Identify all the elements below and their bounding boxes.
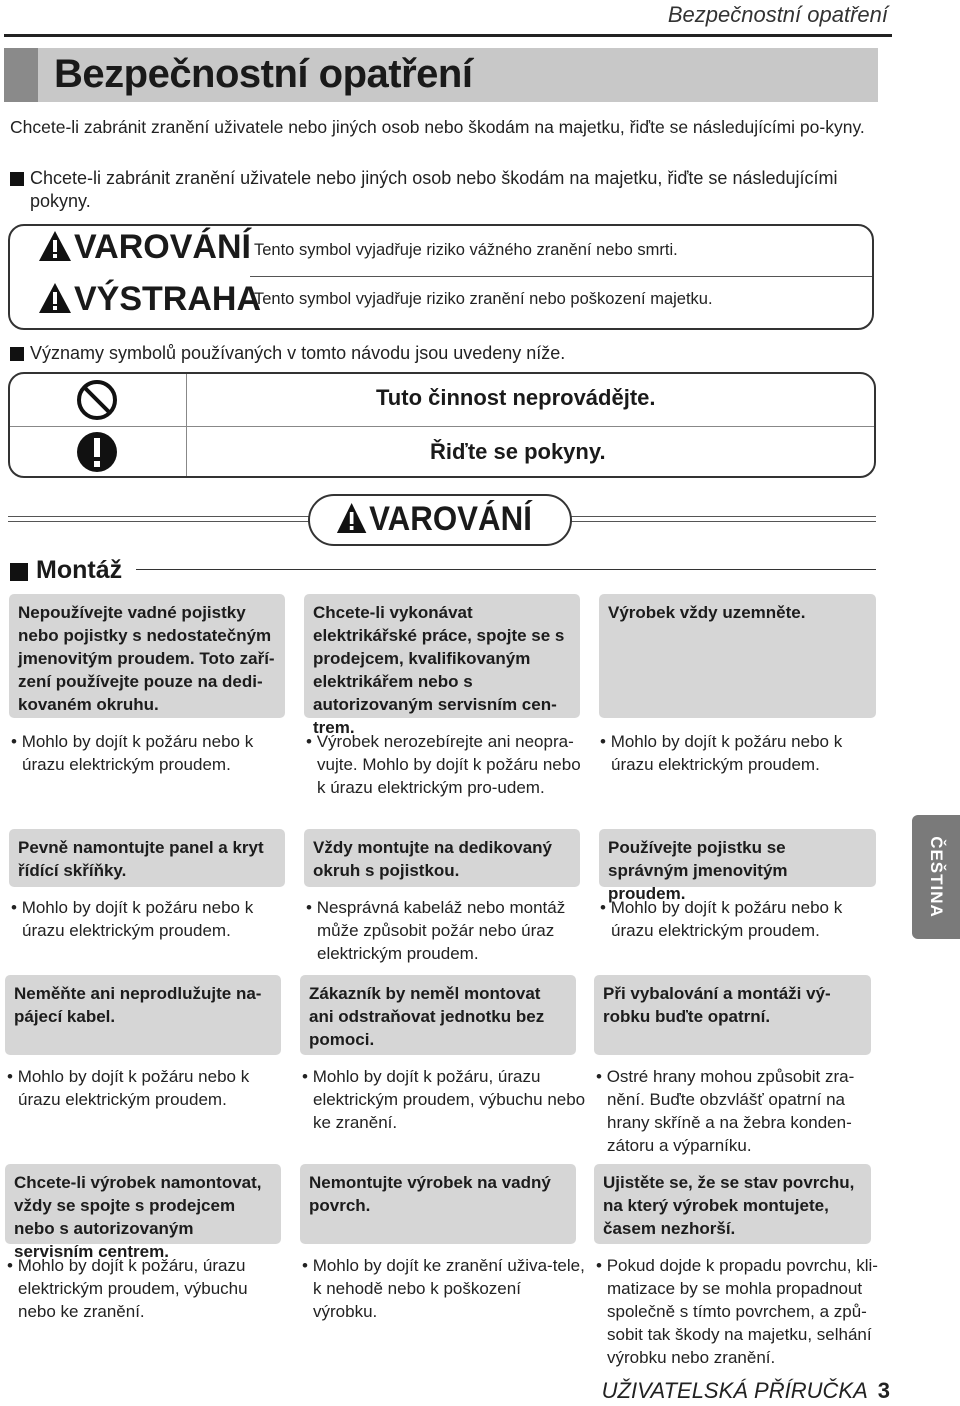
mandatory-exclamation-icon xyxy=(76,431,118,473)
signal-word-vystraha: VÝSTRAHA xyxy=(74,280,262,318)
item-card-10: Chcete-li výrobek namontovat, vždy se spojte s prodejcem nebo s autorizovaným servisním centrem. xyxy=(5,1164,281,1244)
symbol-text-follow: Řiďte se pokyny. xyxy=(430,439,606,464)
page-title: Bezpečnostní opatření xyxy=(54,52,473,96)
item-card-2: Chcete-li vykonávat elektrikářské práce, spojte se s prodejcem, kvalifikovaným elektrikářem nebo s autorizovaným servisním cen-trem. xyxy=(304,594,580,718)
item-note-4: • Mohlo by dojít k požáru nebo k úrazu elektrickým proudem. xyxy=(11,898,254,940)
item-card-11: Nemontujte výrobek na vadný povrch. xyxy=(300,1164,576,1244)
prohibition-icon xyxy=(76,379,118,421)
warning-banner-text: VAROVÁNÍ xyxy=(369,500,532,538)
language-tab xyxy=(912,815,960,939)
signal-row-caution xyxy=(38,280,261,319)
item-note-6: • Mohlo by dojít k požáru nebo k úrazu elektrickým proudem. xyxy=(600,898,843,940)
warning-triangle-icon xyxy=(336,502,367,534)
section-rule xyxy=(136,569,876,570)
signal-word-varovani: VAROVÁNÍ xyxy=(74,228,251,266)
footer-manual: UŽIVATELSKÁ PŘÍRUČKA xyxy=(601,1378,868,1403)
symbol-text-prohibited: Tuto činnost neprovádějte. xyxy=(376,385,656,410)
item-note-12: • Pokud dojde k propadu povrchu, kli-matizace by se mohla propadnout společně s tímto povrchem, a způ-sobit tak škody na majetku, selhání výrobku nebo zranění. xyxy=(596,1256,878,1367)
square-bullet-icon xyxy=(10,172,24,186)
intro-bullet xyxy=(10,167,870,213)
item-note-2: • Výrobek nerozebírejte ani neopra-vujte. Mohlo by dojít k požáru nebo k úrazu elektrickým pro-udem. xyxy=(306,732,581,797)
banner-rule-left xyxy=(8,516,310,522)
item-card-7: Neměňte ani neprodlužujte na-pájecí kabel. xyxy=(5,975,281,1055)
item-card-5: Vždy montujte na dedikovaný okruh s pojistkou. xyxy=(304,829,580,887)
item-note-5: • Nesprávná kabeláž nebo montáž může způsobit požár nebo úraz elektrickým proudem. xyxy=(306,898,566,963)
item-card-4: Pevně namontujte panel a kryt řídící skříňky. xyxy=(9,829,285,887)
section-title: Montáž xyxy=(36,556,123,584)
item-note-1: • Mohlo by dojít k požáru nebo k úrazu elektrickým proudem. xyxy=(11,732,254,774)
square-bullet-icon xyxy=(10,347,24,361)
banner-rule-right xyxy=(570,516,876,522)
item-note-7: • Mohlo by dojít k požáru nebo k úrazu elektrickým proudem. xyxy=(7,1067,250,1109)
item-card-12: Ujistěte se, že se stav povrchu, na který výrobek montujete, časem nezhorší. xyxy=(594,1164,871,1244)
intro-bullet-text: Chcete-li zabránit zranění uživatele nebo jiných osob nebo škodám na majetku, řiďte se následujícími pokyny. xyxy=(30,168,838,211)
item-note-8: • Mohlo by dojít k požáru, úrazu elektrickým proudem, výbuchu nebo ke zranění. xyxy=(302,1067,586,1132)
item-card-9: Při vybalování a montáži vý-robku buďte opatrní. xyxy=(594,975,871,1055)
section-square-icon xyxy=(10,563,28,581)
signal-desc-varovani: Tento symbol vyjadřuje riziko vážného zranění nebo smrti. xyxy=(254,241,678,259)
symbols-intro xyxy=(10,342,870,365)
header-rule xyxy=(4,34,892,37)
signal-desc-vystraha: Tento symbol vyjadřuje riziko zranění nebo poškození majetku. xyxy=(254,290,713,308)
signal-row-warning xyxy=(38,228,251,267)
warning-banner-label xyxy=(336,500,532,539)
item-card-8: Zákazník by neměl montovat ani odstraňovat jednotku bez pomoci. xyxy=(300,975,576,1055)
caution-triangle-icon xyxy=(38,282,72,314)
intro-text: Chcete-li zabránit zranění uživatele nebo jiných osob nebo škodám na majetku, řiďte se následujícími po-kyny. xyxy=(10,117,865,137)
item-note-9: • Ostré hrany mohou způsobit zra-nění. Buďte obzvlášť opatrní na hrany skříně a na žebra konden-zátoru a výparníku. xyxy=(596,1067,855,1155)
item-card-6: Používejte pojistku se správným jmenovitým proudem. xyxy=(599,829,876,887)
language-tab-label: ČEŠTINA xyxy=(927,836,946,918)
item-card-3: Výrobek vždy uzemněte. xyxy=(599,594,876,718)
item-card-1: Nepoužívejte vadné pojistky nebo pojistky s nedostatečným jmenovitým proudem. Toto zaří-zení používejte pouze na dedi-kovaném okruhu. xyxy=(9,594,285,718)
symbols-intro-text: Významy symbolů používaných v tomto návodu jsou uvedeny níže. xyxy=(30,343,566,363)
warning-triangle-icon xyxy=(38,230,72,262)
page-number: 3 xyxy=(877,1378,890,1403)
running-header: Bezpečnostní opatření xyxy=(667,2,888,27)
item-note-11: • Mohlo by dojít ke zranění uživa-tele, k nehodě nebo k poškození výrobku. xyxy=(302,1256,585,1321)
item-note-3: • Mohlo by dojít k požáru nebo k úrazu elektrickým proudem. xyxy=(600,732,843,774)
footer xyxy=(602,1378,890,1404)
item-note-10: • Mohlo by dojít k požáru, úrazu elektrickým proudem, výbuchu nebo ke zranění. xyxy=(7,1256,248,1321)
